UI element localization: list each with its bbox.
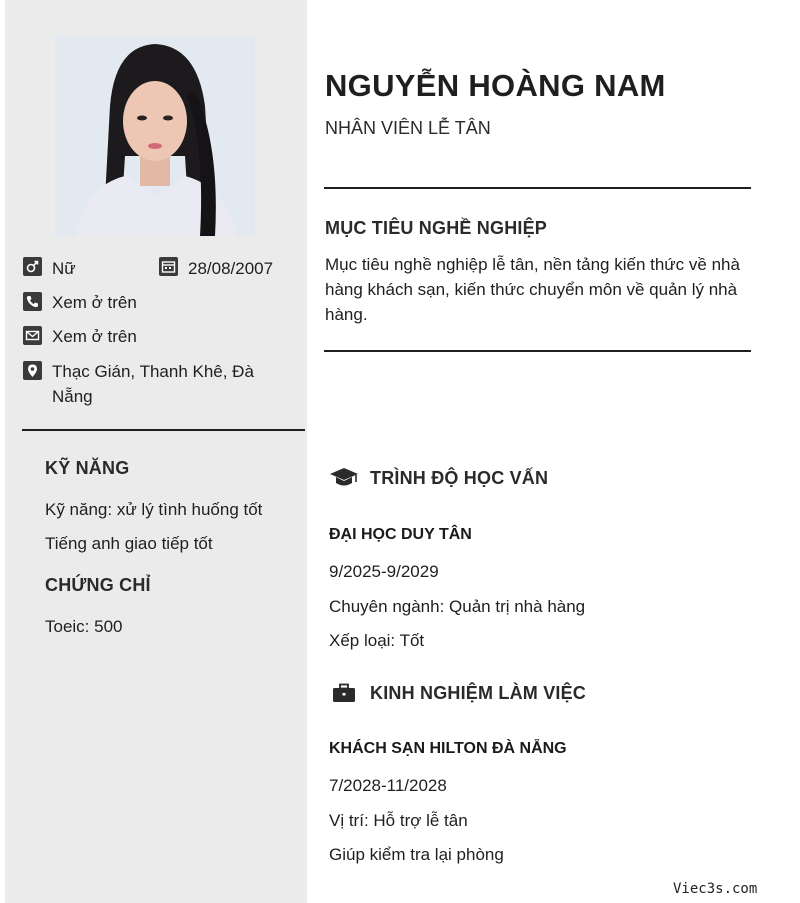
calendar-icon (159, 257, 178, 276)
education-rank: Xếp loại: Tốt (329, 631, 425, 650)
objective-divider (324, 350, 751, 352)
candidate-name: NGUYỄN HOÀNG NAM (325, 68, 666, 103)
briefcase-icon (332, 683, 356, 708)
education-school: ĐẠI HỌC DUY TÂN (329, 526, 472, 543)
objective-heading: MỤC TIÊU NGHỀ NGHIỆP (325, 218, 548, 238)
skill-item: Tiếng anh giao tiếp tốt (45, 534, 213, 553)
experience-company: KHÁCH SẠN HILTON ĐÀ NẴNG (329, 740, 567, 757)
sidebar-divider (22, 429, 305, 431)
email-value: Xem ở trên (52, 327, 137, 346)
experience-heading: KINH NGHIỆM LÀM VIỆC (370, 683, 587, 703)
map-pin-icon (23, 361, 42, 380)
job-title: NHÂN VIÊN LỄ TÂN (325, 118, 491, 138)
birth-date-value: 28/08/2007 (188, 259, 274, 278)
header-divider (324, 187, 751, 189)
certificates-heading: CHỨNG CHỈ (45, 575, 151, 595)
phone-icon (23, 292, 42, 311)
experience-position: Vị trí: Hỗ trợ lễ tân (329, 811, 468, 830)
phone-value: Xem ở trên (52, 293, 137, 312)
skills-heading: KỸ NĂNG (45, 458, 130, 478)
graduation-cap-icon (329, 467, 359, 494)
skill-item: Kỹ năng: xử lý tình huống tốt (45, 500, 263, 519)
gender-value: Nữ (52, 259, 76, 278)
education-heading: TRÌNH ĐỘ HỌC VẤN (370, 468, 549, 488)
email-icon (23, 326, 42, 345)
education-major: Chuyên ngành: Quản trị nhà hàng (329, 597, 586, 616)
experience-period: 7/2028-11/2028 (329, 776, 447, 795)
certificate-item: Toeic: 500 (45, 617, 123, 636)
education-period: 9/2025-9/2029 (329, 562, 439, 581)
profile-photo (55, 36, 255, 236)
address-value: Thạc Gián, Thanh Khê, Đà Nẵng (52, 362, 254, 406)
experience-task: Giúp kiểm tra lại phòng (329, 845, 504, 864)
objective-text: Mục tiêu nghề nghiệp lễ tân, nền tảng kiến thức về nhà hàng khách sạn, kiến thức chuyển môn về quản lý nhà hàng. (325, 255, 740, 324)
watermark: Viec3s.com (673, 881, 758, 897)
gender-icon (23, 257, 42, 276)
